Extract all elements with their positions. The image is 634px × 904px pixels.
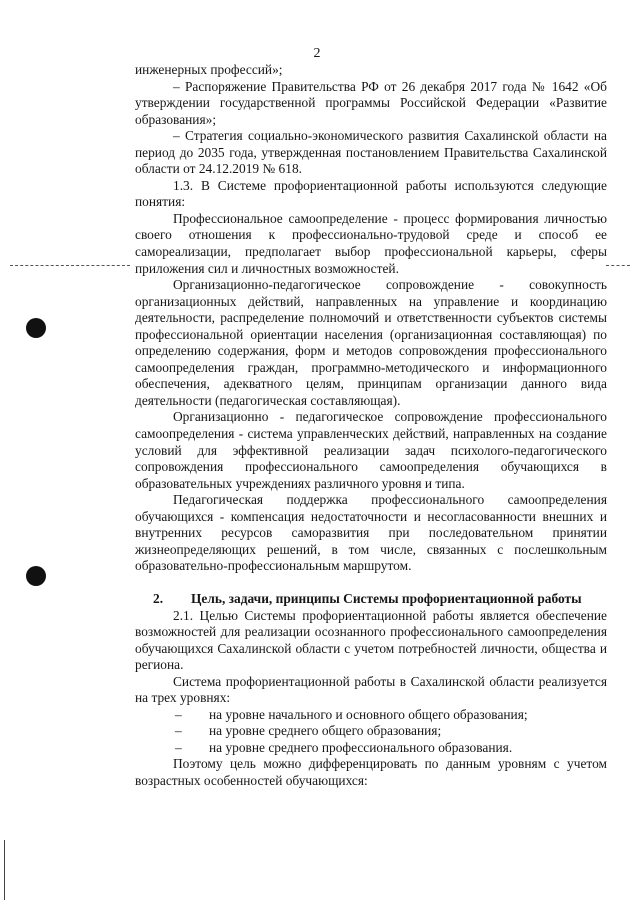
paragraph-levels-intro: Система профориентационной работы в Сахалинской области реализуется на трех уровнях: — [135, 673, 607, 706]
spacer — [135, 575, 607, 585]
scan-line-left — [10, 265, 130, 266]
punch-hole-top — [26, 318, 46, 338]
level-item — [135, 707, 607, 724]
list-item-order: – Распоряжение Правительства РФ от 26 декабря 2017 года № 1642 «Об утверждении государственной программы Российской Федерации «Развитие образования»; — [135, 78, 607, 127]
list-item-strategy: – Стратегия социально-экономического развития Сахалинской области на период до 2035 года, утвержденная постановлением Правительства Сахалинской области от 24.12.2019 № 618. — [135, 128, 607, 177]
scan-line-right — [606, 265, 630, 266]
paragraph-definition-self-determination: Профессиональное самоопределение - процесс формирования личностью своего отношения к профессионально-трудовой среде и способ ее самореализации, предполагает выбор профессиональной карьеры, сферы приложения сил и личностных возможностей. — [135, 210, 607, 276]
section-heading — [135, 591, 607, 608]
level-text: на уровне среднего профессионального образования. — [209, 739, 513, 755]
paragraph-definition-org-ped-support: Организационно - педагогическое сопровождение профессионального самоопределения - система управленческих действий, направленных на создание условий для эффективной реализации задач психолого-педагогического сопровождения профессионального самоопределения обучающихся в образовательных учреждениях различного уровня и типа. — [135, 409, 607, 491]
section-number: 2. — [153, 590, 164, 606]
page-number: 2 — [313, 46, 321, 61]
paragraph-closing: Поэтому цель можно дифференцировать по данным уровням с учетом возрастных особенностей обучающихся: — [135, 756, 607, 788]
section-title: Цель, задачи, принципы Системы профориентационной работы — [191, 590, 582, 606]
punch-hole-bottom — [26, 566, 46, 586]
level-item — [135, 740, 607, 757]
dash-marker: – — [175, 723, 182, 739]
dash-marker: – — [175, 706, 182, 722]
paragraph-definition-ped-support: Педагогическая поддержка профессионального самоопределения обучающихся - компенсация недостаточности и несогласованности внешних и внутренних ресурсов саморазвития при последовательном принятии жизнеопределяющих решений, в том числе, связанных с послешкольным образовательно-профессиональным маршрутом. — [135, 492, 607, 574]
level-text: на уровне начального и основного общего образования; — [209, 706, 528, 722]
level-item — [135, 723, 607, 740]
paragraph-2-1: 2.1. Целью Системы профориентационной работы является обеспечение возможностей для реализации осознанного профессионального самоопределения обучающихся Сахалинской области с учетом потребностей личности, общества и региона. — [135, 607, 607, 673]
dash-marker: – — [175, 739, 182, 755]
paragraph-1-3: 1.3. В Системе профориентационной работы используются следующие понятия: — [135, 177, 607, 210]
level-text: на уровне среднего общего образования; — [209, 723, 442, 739]
paragraph-cont: инженерных профессий»; — [135, 62, 283, 77]
paragraph-definition-org-support: Организационно-педагогическое сопровождение - совокупность организационных действий, направленных на управление и координацию деятельности, распределение полномочий и ответственности субъектов системы профессиональной ориентации населения (организационная составляющая) по определению содержания, форм и методов сопровождения профессионального самоопределения граждан, программно-методического и информационного обеспечения, адекватного целям, принципам организации данного вида деятельности (педагогическая составляющая). — [135, 277, 607, 408]
scan-edge-mark — [4, 840, 5, 900]
document-body — [135, 62, 607, 790]
